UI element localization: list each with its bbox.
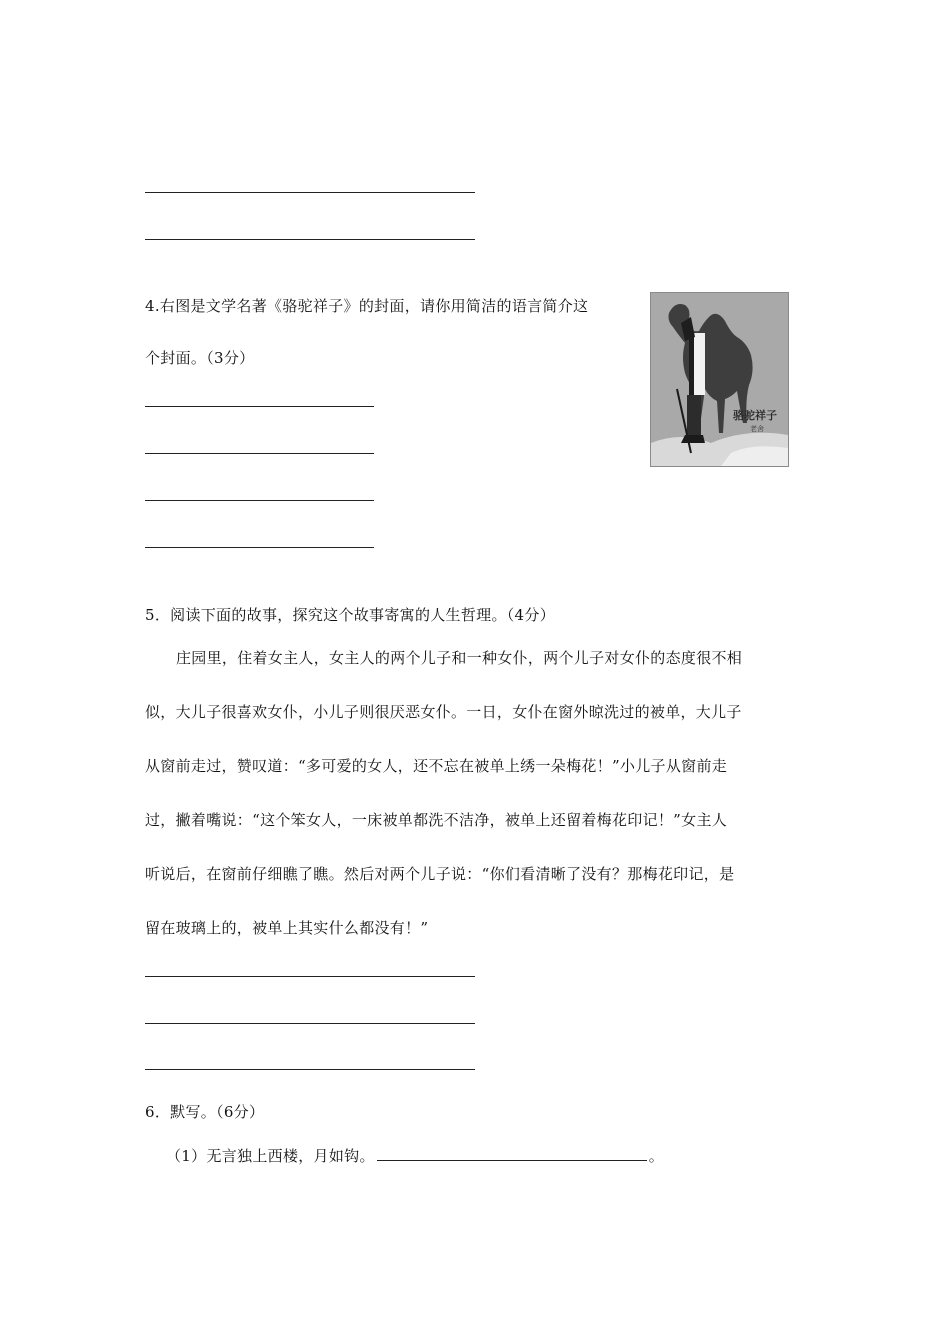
story-paragraph-line: 留在玻璃上的，被单上其实什么都没有！” [145,919,429,937]
question-5-prompt: 5．阅读下面的故事，探究这个故事寄寓的人生哲理。（4分） [145,606,555,624]
question-4-line-1: 4.右图是文学名著《骆驼祥子》的封面，请你用简洁的语言简介这 [145,297,589,315]
answer-line[interactable] [145,547,374,548]
story-paragraph-line: 庄园里，住着女主人，女主人的两个儿子和一种女仆，两个儿子对女仆的态度很不相 [176,649,743,667]
cover-author: 老舍 [750,425,764,433]
answer-line[interactable] [145,500,374,501]
question-6-prompt: 6．默写。（6分） [145,1103,265,1121]
answer-line[interactable] [145,453,374,454]
book-cover-image [650,292,789,467]
recitation-blank[interactable] [377,1146,647,1161]
answer-line[interactable] [145,1069,475,1070]
story-paragraph-line: 从窗前走过，赞叹道：“多可爱的女人，还不忘在被单上绣一朵梅花！”小儿子从窗前走 [145,757,728,775]
cover-title: 骆驼祥子 [733,409,777,422]
answer-line[interactable] [145,1023,475,1024]
story-paragraph-line: 似，大儿子很喜欢女仆，小儿子则很厌恶女仆。一日，女仆在窗外晾洗过的被单，大儿子 [145,703,742,721]
story-paragraph-line: 听说后，在窗前仔细瞧了瞧。然后对两个儿子说：“你们看清晰了没有？那梅花印记，是 [145,865,735,883]
recitation-prompt: （1）无言独上西楼，月如钩。 [166,1147,375,1165]
question-6-item-1 [166,1146,664,1166]
answer-line[interactable] [145,192,475,193]
recitation-end-mark: 。 [648,1147,665,1165]
story-paragraph-line: 过，撇着嘴说：“这个笨女人，一床被单都洗不洁净，被单上还留着梅花印记！”女主人 [145,811,728,829]
camel-figure-illustration [651,293,788,466]
answer-line[interactable] [145,976,475,977]
answer-line[interactable] [145,406,374,407]
answer-line[interactable] [145,239,475,240]
question-4-line-2: 个封面。（3分） [145,349,255,367]
